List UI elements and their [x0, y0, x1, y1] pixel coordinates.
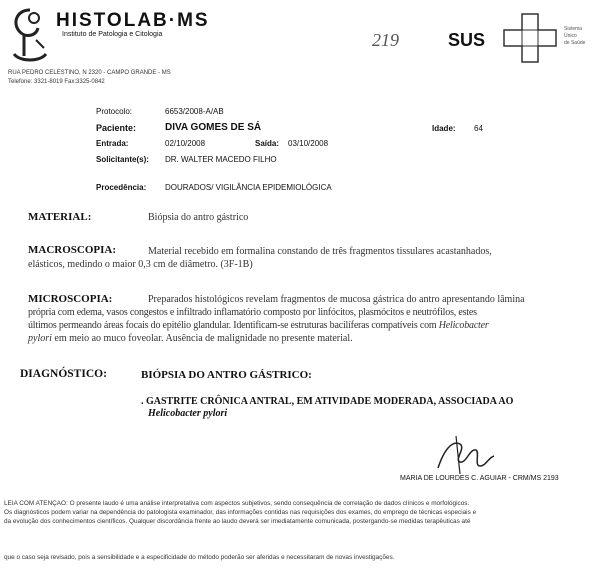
- microscopia-line-1: Preparados histológicos revelam fragmentos de mucosa gástrica do antro apresentando lâmina: [148, 294, 525, 305]
- idade-label: Idade:: [432, 124, 456, 133]
- macroscopia-line-2: elásticos, medindo o maior 0,3 cm de diâmetro. (3F-1B): [28, 259, 253, 270]
- microscopia-line-3: [28, 320, 489, 331]
- paciente-label: Paciente:: [96, 123, 137, 133]
- notice-line-1: LEIA COM ATENÇÃO: O presente laudo é uma análise interpretativa com aspectos subjetivos, sendo consequência de correlação de dados clínicos e morfológicos.: [4, 500, 470, 507]
- procedencia-label: Procedência:: [96, 183, 147, 192]
- protocolo-label: Protocolo:: [96, 107, 133, 116]
- diagnostico-label: DIAGNÓSTICO:: [20, 368, 107, 380]
- sus-logo: SUS: [448, 30, 486, 50]
- microscopia-line-4-italic: pylori: [28, 333, 52, 344]
- microscopia-line-2: própria com edema, vasos congestos e infiltrado inflamatório composto por linfócitos, plasmócitos e neutrófilos, estes: [28, 307, 477, 318]
- microscopia-line-3-text: últimos permeando áreas focais do epitélio glandular. Identificam-se estruturas bacilíferas compatíveis com: [28, 320, 437, 331]
- address: RUA PEDRO CELESTINO, N 2320 - CAMPO GRANDE - MS: [8, 70, 171, 76]
- diagnostico-line-1: . GASTRITE CRÔNICA ANTRAL, EM ATIVIDADE MODERADA, ASSOCIADA AO: [141, 396, 514, 407]
- diagnostico-line-2: Helicobacter pylori: [148, 408, 228, 419]
- material-value: Biópsia do antro gástrico: [148, 212, 249, 223]
- logo-name: HISTOLAB·MS: [56, 10, 210, 31]
- paciente-value: DIVA GOMES DE SÁ: [165, 122, 262, 133]
- solicitante-value: DR. WALTER MACEDO FILHO: [165, 155, 277, 164]
- microscopia-line-4-text: em meio ao muco foveolar. Ausência de malignidade no presente material.: [54, 333, 353, 344]
- protocolo-value: 6653/2008-A/AB: [165, 107, 224, 116]
- material-label: MATERIAL:: [28, 211, 92, 223]
- microscopia-line-3-italic: Helicobacter: [438, 320, 489, 331]
- entrada-value: 02/10/2008: [165, 139, 206, 148]
- signature-name: MARIA DE LOURDES C. AGUIAR - CRM/MS 2193: [400, 475, 559, 482]
- idade-value: 64: [474, 124, 483, 133]
- solicitante-label: Solicitante(s):: [96, 155, 149, 164]
- microscopia-label: MICROSCOPIA:: [28, 293, 113, 305]
- sus-tagline-2: Único: [564, 33, 577, 39]
- histolab-emblem-icon: [6, 4, 54, 66]
- procedencia-value: DOURADOS/ VIGILÂNCIA EPIDEMIOLÓGICA: [165, 183, 332, 192]
- macroscopia-label: MACROSCOPIA:: [28, 244, 116, 256]
- handwritten-number: 219: [372, 30, 399, 50]
- sus-tagline-1: Sistema: [564, 26, 583, 32]
- sus-cross-icon: [500, 12, 560, 64]
- microscopia-line-4: [28, 333, 353, 344]
- macroscopia-line-1: Material recebido em formalina constando de três fragmentos tissulares acastanhados,: [148, 246, 492, 257]
- notice-line-3: da evolução dos conhecimentos científicos. Qualquer discordância frente ao laudo deverá ser imediatamente comunicada, postergando-se medidas terapêuticas até: [4, 518, 471, 525]
- saida-label: Saída:: [255, 139, 280, 148]
- sus-tagline-3: de Saúde: [564, 40, 586, 46]
- phones: Telefone: 3321-8019 Fax:3325-0842: [8, 79, 105, 85]
- diagnostico-title: BIÓPSIA DO ANTRO GÁSTRICO:: [141, 369, 312, 381]
- notice-line-2: Os diagnósticos podem variar na dependência do patologista examinador, das informações contidas nas requisições dos exames, do emprego de técnicas especiais e: [4, 509, 477, 516]
- entrada-label: Entrada:: [96, 139, 129, 148]
- signature-scribble-icon: [430, 430, 500, 478]
- saida-value: 03/10/2008: [288, 139, 329, 148]
- notice-line-4: que o caso seja revisado, pois a sensibilidade e a especificidade do método poderão ser aferidas e necessitaram de novas investigações.: [4, 554, 395, 561]
- logo-subtitle: Instituto de Patologia e Citologia: [62, 31, 163, 38]
